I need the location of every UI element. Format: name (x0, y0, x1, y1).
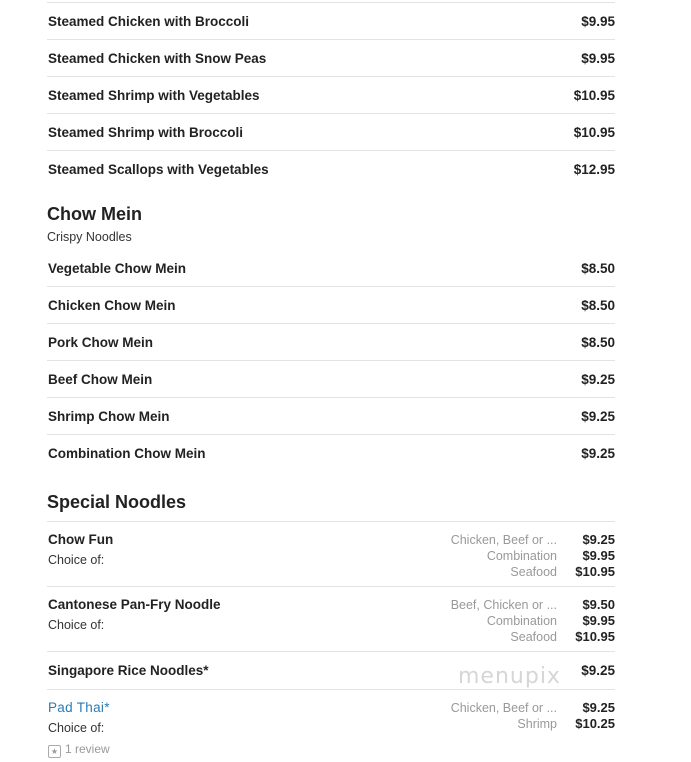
option-label: Combination (486, 549, 557, 563)
watermark-logo: menupix (458, 664, 561, 689)
option-label: Seafood (510, 565, 557, 579)
menu-item (47, 76, 615, 113)
item-name: Steamed Chicken with Broccoli (48, 14, 250, 29)
option-price: $9.25 (582, 700, 615, 715)
option-price: $10.95 (575, 564, 615, 579)
star-icon: ★ (48, 745, 61, 758)
option-list (451, 700, 615, 732)
option-row (451, 548, 615, 564)
option-label: Seafood (510, 630, 557, 644)
item-price: $9.95 (581, 14, 615, 29)
menu-item-chow-fun (47, 521, 615, 586)
option-price: $9.95 (582, 548, 615, 563)
item-price: $12.95 (573, 162, 615, 177)
item-price: $9.25 (581, 372, 615, 387)
item-name: Steamed Shrimp with Broccoli (48, 125, 244, 140)
menu-item (47, 150, 615, 187)
item-price: $9.25 (581, 446, 615, 461)
option-label: Chicken, Beef or ... (450, 701, 557, 715)
option-row (451, 532, 615, 548)
option-row (451, 716, 615, 732)
option-price: $10.95 (575, 629, 615, 644)
item-name: Steamed Scallops with Vegetables (48, 162, 269, 177)
option-row (451, 629, 615, 645)
menu-item (47, 250, 615, 286)
item-name: Singapore Rice Noodles* (48, 663, 209, 678)
option-price: $9.25 (582, 532, 615, 547)
item-name: Combination Chow Mein (48, 446, 206, 461)
option-price: $10.25 (575, 716, 615, 731)
item-name: Cantonese Pan-Fry Noodle (48, 597, 221, 612)
item-name: Chicken Chow Mein (48, 298, 176, 313)
option-row (451, 613, 615, 629)
item-name: Shrimp Chow Mein (48, 409, 170, 424)
item-name: Steamed Chicken with Snow Peas (48, 51, 267, 66)
menu-item (47, 323, 615, 360)
choice-label: Choice of: (48, 721, 105, 735)
choice-label: Choice of: (48, 618, 105, 632)
item-name: Beef Chow Mein (48, 372, 153, 387)
item-name: Steamed Shrimp with Vegetables (48, 88, 260, 103)
item-price: $10.95 (573, 88, 615, 103)
section-title: Special Noodles (47, 492, 187, 512)
steamed-section (47, 2, 615, 187)
item-price: $8.50 (581, 261, 615, 276)
option-label: Combination (486, 614, 557, 628)
option-label: Beef, Chicken or ... (450, 598, 557, 612)
section-subtitle: Crispy Noodles (47, 230, 132, 244)
option-list (451, 597, 615, 645)
review-count[interactable] (48, 742, 110, 758)
menu-item (47, 360, 615, 397)
item-price: $8.50 (581, 335, 615, 350)
item-price: $9.95 (581, 51, 615, 66)
item-price: $9.25 (581, 663, 615, 678)
option-row (451, 564, 615, 580)
menu-item (47, 434, 615, 471)
menu-item (47, 2, 615, 39)
menu-item (47, 286, 615, 323)
option-price: $9.95 (582, 613, 615, 628)
chow-mein-section (47, 204, 615, 471)
review-label: 1 review (65, 742, 110, 756)
item-price: $8.50 (581, 298, 615, 313)
menu-item (47, 397, 615, 434)
item-name: Vegetable Chow Mein (48, 261, 187, 276)
option-row (451, 700, 615, 716)
special-noodles-section (47, 492, 615, 762)
item-price: $10.95 (573, 125, 615, 140)
option-price: $9.50 (582, 597, 615, 612)
option-label: Shrimp (517, 717, 557, 731)
option-list (451, 532, 615, 580)
menu-item (47, 39, 615, 76)
choice-label: Choice of: (48, 553, 105, 567)
item-name: Chow Fun (48, 532, 114, 547)
option-label: Chicken, Beef or ... (450, 533, 557, 547)
section-title: Chow Mein (47, 204, 142, 224)
item-name: Pork Chow Mein (48, 335, 154, 350)
item-price: $9.25 (581, 409, 615, 424)
menu-item (47, 113, 615, 150)
menu-item-pan-fry (47, 586, 615, 651)
option-row (451, 597, 615, 613)
menu-item-pad-thai (47, 689, 615, 762)
item-name-link[interactable]: Pad Thai* (48, 700, 110, 715)
